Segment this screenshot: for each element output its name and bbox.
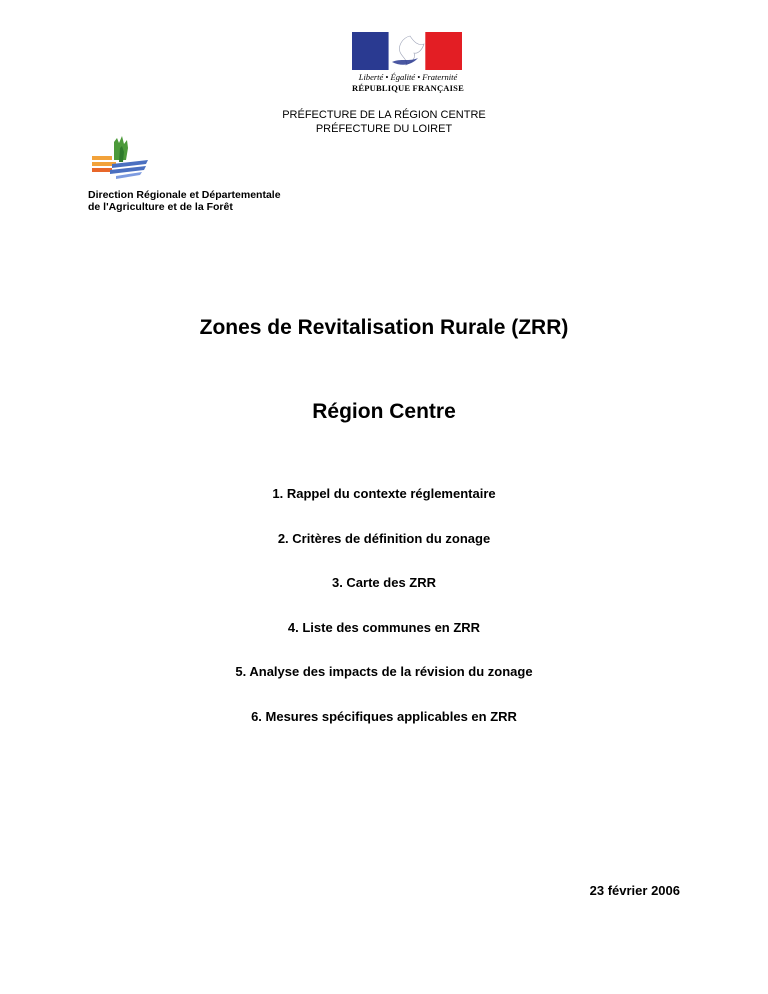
document-date: 23 février 2006 [589,883,680,898]
prefecture-region-line: PRÉFECTURE DE LA RÉGION CENTRE [282,109,486,121]
document-subtitle: Région Centre [312,400,456,423]
agency-name-line-2: de l'Agriculture et de la Forêt [88,201,233,213]
agriculture-logo-icon [90,134,150,180]
prefecture-department-line: PRÉFECTURE DU LOIRET [315,123,453,135]
agency-name [88,189,281,213]
republique-francaise-logo [352,32,464,93]
toc-item-6: 6. Mesures spécifiques applicables en ZRR [251,708,517,724]
republic-name: RÉPUBLIQUE FRANÇAISE [352,83,464,93]
table-of-contents [0,486,768,754]
toc-item-4: 4. Liste des communes en ZRR [287,619,481,635]
agency-name-line-1: Direction Régionale et Départementale [88,189,281,201]
toc-item-2: 2. Critères de définition du zonage [277,530,491,546]
toc-item-1: 1. Rappel du contexte réglementaire [272,486,496,501]
republic-motto: Liberté • Égalité • Fraternité [358,72,458,82]
toc-item-3: 3. Carte des ZRR [331,575,437,591]
toc-item-5: 5. Analyse des impacts de la révision du zonage [235,664,533,680]
prefecture-header [0,108,768,136]
marianne-flag-icon [352,32,462,70]
document-title: Zones de Revitalisation Rurale (ZRR) [199,316,569,339]
